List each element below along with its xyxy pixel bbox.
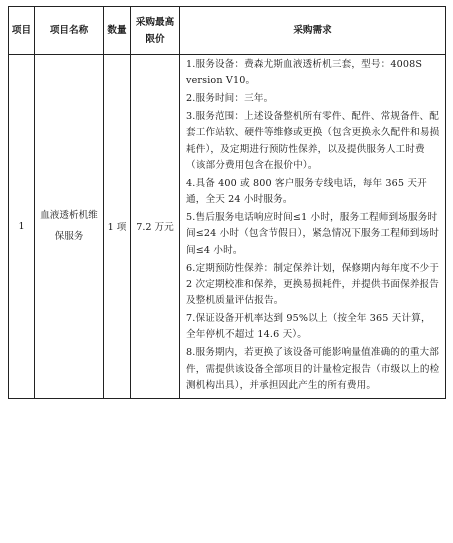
header-qty: 数量 <box>104 7 131 55</box>
header-index: 项目 <box>9 7 35 55</box>
row-qty: 1 项 <box>104 55 131 399</box>
requirement-item: 2.服务时间：三年。 <box>186 93 274 105</box>
row-price: 7.2 万元 <box>131 55 180 399</box>
requirement-item: 5.售后服务电话响应时间≤1 小时，服务工程师到场服务时间≤24 小时（包含节假日），紧急情况下服务工程师到场时间≤4 小时。 <box>186 212 439 256</box>
row-requirements <box>180 55 446 399</box>
row-name: 血液透析机维保服务 <box>35 55 104 399</box>
row-index: 1 <box>9 55 35 399</box>
requirement-item: 3.服务范围：上述设备整机所有零件、配件、常规备件、配套工作站软、硬件等维修或更换（包含更换永久配件和易损耗件），及定期进行预防性保养，以及提供服务人工时费（该部分费用包含在报价中）。 <box>186 111 440 171</box>
requirement-item: 8.服务期内，若更换了该设备可能影响量值准确的的重大部件，需提供该设备全部项目的计量检定报告（市级以上的检测机构出具），并承担因此产生的所有费用。 <box>186 347 440 391</box>
table-header-row <box>9 7 446 55</box>
table-row <box>9 55 446 399</box>
requirement-item: 1.服务设备：费森尤斯血液透析机三套，型号：4008S version V10。 <box>186 59 423 87</box>
procurement-table-wrapper <box>8 6 446 399</box>
procurement-table <box>8 6 446 399</box>
header-price: 采购最高限价 <box>131 7 180 55</box>
requirement-item: 4.具备 400 或 800 客户服务专线电话，每年 365 天开通，全天 24 小时服务。 <box>186 177 427 206</box>
requirement-item: 6.定期预防性保养：制定保养计划，保修期内每年度不少于 2 次定期校准和保养，更换易损耗件，并提供书面保养报告及整机质量评估报告。 <box>186 262 440 307</box>
header-name: 项目名称 <box>35 7 104 55</box>
requirement-item: 7.保证设备开机率达到 95%以上（按全年 365 天计算，全年停机不超过 14.6 天）。 <box>186 313 431 341</box>
header-requirements: 采购需求 <box>180 7 446 55</box>
